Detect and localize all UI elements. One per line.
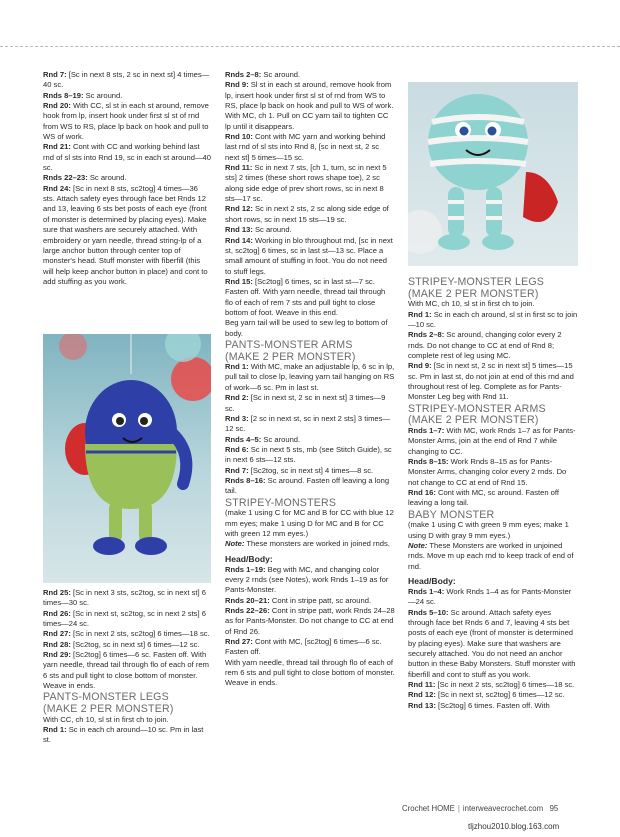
pattern-line	[43, 101, 211, 142]
pattern-line	[408, 310, 578, 331]
instruction-text: Sc in next 2 sts, 2 sc along side edge of short rows, sc in next 15 sts—19 sc.	[225, 204, 389, 224]
instruction-text: These monsters are worked in joined rnds.	[244, 539, 390, 549]
section-heading: (MAKE 2 PER MONSTER)	[43, 703, 174, 716]
instruction-text: [Sc in next st, sc2tog, sc in next 2 sts] 6 times—24 sc.	[43, 608, 206, 629]
instruction-text: Sc around.	[261, 70, 301, 79]
instruction-text: Working in blo throughout rnd, [sc in next st, sc2tog] 6 times, sc in last st—13 sc. Place a small amount of stuffing in foot. You do not need to stuff legs.	[225, 235, 393, 276]
instruction-text: Sc in next 7 sts, [ch 1, turn, sc in next 5 sts] 2 times (these short rows shape toe), 2 sc along side edge of prev short rows, sc in next 8 sts—17 sc.	[225, 163, 387, 204]
subsection-heading: Head/Body:	[408, 575, 456, 586]
pattern-line	[225, 393, 395, 414]
instruction-text: With MC, ch 10, sl st in first ch to join.	[408, 299, 535, 309]
round-label: Rnds 1–19:	[225, 564, 266, 574]
instruction-text: (make 1 using C for MC and B for CC with blue 12 mm eyes; make 1 using D for MC and B for CC with green 12 mm eyes.)	[225, 508, 394, 538]
pattern-line	[408, 608, 578, 680]
section-heading: (MAKE 2 PER MONSTER)	[225, 350, 356, 363]
instruction-text: With MC, make an adjustable lp, 6 sc in lp, pull tail to close lp, leaving yarn tail hanging on RS of work—6 sc. Pm in last st.	[225, 362, 395, 392]
instruction-text: [Sc in next 8 sts, 2 sc in next st] 4 times—40 sc.	[43, 70, 210, 90]
instruction-text: [Sc2tog] 6 times—6 sc. Fasten off. With yarn needle, thread tail through flo of each of rem 6 sts and pull tight to close bottom of monster. Weave in ends.	[43, 650, 209, 691]
pattern-line	[225, 658, 395, 689]
pattern-line	[408, 457, 578, 488]
round-label: Rnd 2:	[225, 393, 249, 403]
round-label: Rnd 11:	[225, 163, 253, 173]
round-label: Rnds 4–5:	[225, 434, 262, 444]
round-label: Rnd 28:	[43, 639, 71, 649]
round-label: Rnd 13:	[225, 225, 253, 235]
pattern-line	[225, 225, 395, 235]
section-heading: PANTS-MONSTER LEGS	[43, 691, 169, 704]
pattern-line	[43, 629, 211, 639]
instruction-text: Beg with MC, and changing color every 2 rnds (see Notes), work Rnds 1–19 as for Pants-Monster.	[225, 564, 389, 595]
column-3	[408, 276, 578, 711]
round-label: Rnd 10:	[225, 132, 253, 142]
round-label: Rnd 15:	[225, 276, 253, 286]
instruction-text: Sc around.	[252, 225, 292, 235]
round-label: Rnd 21:	[43, 142, 71, 152]
instruction-text: Cont with CC and working behind last rnd of sl sts into Rnd 19, sc in each st around—40 sc.	[43, 142, 211, 173]
pattern-line	[225, 318, 395, 339]
round-label: Rnd 26:	[43, 608, 71, 618]
pattern-line	[43, 650, 211, 691]
round-label: Rnds 1–7:	[408, 425, 445, 435]
section-heading: (MAKE 2 PER MONSTER)	[408, 287, 539, 300]
section-heading: STRIPEY-MONSTER LEGS	[408, 276, 545, 288]
round-label: Rnds 20–21:	[225, 595, 270, 605]
section-heading: BABY MONSTER	[408, 508, 495, 521]
instruction-text: [Sc2tog, sc in next st] 6 times—12 sc.	[70, 639, 200, 649]
instruction-text: (make 1 using C with green 9 mm eyes; make 1 using D with gray 9 mm eyes.)	[408, 520, 569, 540]
round-label: Rnd 27:	[43, 629, 71, 639]
column-1-top	[43, 70, 211, 287]
instruction-text: [2 sc in next st, sc in next 2 sts] 3 times—12 sc.	[225, 413, 391, 434]
section-heading: STRIPEY-MONSTER ARMS	[408, 402, 546, 415]
instruction-text: Cont in stripe patt, sc around.	[269, 595, 372, 605]
pattern-line	[408, 299, 578, 309]
instruction-text: Sl st in each st around, remove hook from lp, insert hook under first sl st of rnd from WS to RS, place lp back on hook and pull to WS of work. With MC, ch 1. Pull on CC yarn tail to tighten CC lp until it disappears.	[225, 80, 394, 131]
pattern-line	[43, 70, 211, 91]
stripey-monster-photo	[408, 82, 578, 266]
pattern-line	[225, 539, 395, 549]
pattern-line	[225, 596, 395, 606]
instruction-text: [Sc2tog] 6 times, sc in last st—7 sc. Fasten off. With yarn needle, thread tail through flo of each of rem 7 sts and pull tight to close bottom of foot. Weave in this end.	[225, 276, 386, 317]
instruction-text: [Sc in next st, 2 sc in next st] 5 times—15 sc. Pm in last st, do not join at end of this rnd and throughout rest of leg. Complete as for Pants-Monster Leg beg with Rnd 11.	[408, 361, 574, 402]
instruction-text: Work Rnds 8–15 as for Pants-Monster Arms, changing color every 2 rnds. Do not change to CC at end of Rnd 15.	[408, 456, 567, 487]
round-label: Rnd 9:	[408, 361, 432, 371]
stripey-monster-illustration	[408, 82, 578, 266]
pattern-line	[43, 588, 211, 609]
round-label: Rnds 8–15:	[408, 456, 449, 466]
round-label: Rnd 13:	[408, 700, 436, 710]
pattern-line	[408, 690, 578, 700]
round-label: Rnd 1:	[43, 724, 67, 734]
instruction-text: Sc around.	[261, 434, 301, 444]
pattern-line	[225, 204, 395, 225]
pattern-line	[225, 163, 395, 204]
round-label: Rnds 1–4:	[408, 586, 445, 596]
instruction-text: With yarn needle, thread tail through flo of each of rem 6 sts and pull tight to close bottom of monster. Weave in ends.	[225, 657, 395, 688]
round-label: Rnd 25:	[43, 588, 71, 597]
pattern-line	[225, 435, 395, 445]
pattern-line	[225, 277, 395, 318]
pattern-line	[225, 70, 395, 80]
website-link[interactable]: interweavecrochet.com	[462, 804, 544, 813]
pattern-line	[225, 80, 395, 132]
pattern-line	[225, 132, 395, 163]
instruction-text: With CC, sl st in each st around, remove hook from lp, insert hook under first sl st of rnd from WS to RS, place lp back on hook and pull to WS of work.	[43, 101, 209, 142]
instruction-text: [Sc in next 2 sts, sc2tog] 6 times—18 sc.	[70, 629, 210, 639]
watermark-text: tljzhou2010.blog.163.com	[468, 822, 560, 831]
instruction-text: Sc around.	[87, 173, 127, 183]
round-label: Rnd 24:	[43, 183, 71, 193]
round-label: Rnd 6:	[225, 444, 249, 454]
round-label: Rnds 2–8:	[408, 330, 445, 340]
pattern-line	[43, 173, 211, 183]
instruction-text: With CC, ch 10, sl st in first ch to join.	[43, 714, 169, 724]
pants-monster-photo	[43, 334, 211, 583]
pattern-line	[408, 680, 578, 690]
round-label: Rnd 7:	[225, 465, 249, 475]
pattern-line	[225, 362, 395, 393]
pattern-line	[43, 184, 211, 287]
note-label: Note:	[225, 539, 245, 549]
instruction-text: [Sc in next 8 sts, sc2tog] 4 times—36 sts. Attach safety eyes through face bet Rnds 12 and 13, leaving 6 sts bet posts of each eye (front of monster is determined by placing eyes). Make sure that washers are securely attached. With embroidery or yarn needle, thread string-lp of a large anchor button through center top of monster's head. Stuff monster with fiberfill (this will help keep anchor button in place) and cont to add stuffing as you work.	[43, 183, 208, 286]
column-1-bottom	[43, 588, 211, 746]
pattern-line	[43, 609, 211, 630]
instruction-text: Sc around.	[83, 90, 123, 100]
pattern-line	[408, 701, 578, 711]
top-dashed-rule	[0, 46, 620, 47]
round-label: Rnds 8–19:	[43, 90, 84, 100]
instruction-text: Sc in each ch around, sl st in first sc to join—10 sc.	[408, 309, 578, 329]
round-label: Rnds 2–8:	[225, 70, 262, 79]
pattern-line	[408, 520, 578, 541]
instruction-text: Sc around, changing color every 2 rnds. Do not change to CC at end of Rnd 8; complete rest of leg using MC.	[408, 330, 562, 360]
page-number: 95	[549, 804, 559, 813]
round-label: Rnd 1:	[225, 362, 249, 372]
pattern-line	[225, 565, 395, 596]
pattern-line	[225, 508, 395, 539]
pattern-line	[225, 476, 395, 497]
instruction-text: [Sc in next 3 sts, sc2tog, sc in next st] 6 times—30 sc.	[43, 588, 206, 608]
round-label: Rnd 20:	[43, 101, 71, 111]
pattern-line	[225, 445, 395, 466]
round-label: Rnd 7:	[43, 70, 67, 79]
instruction-text: Sc in next 5 sts, mb (see Stitch Guide), sc in next 6 sts—12 sts.	[225, 444, 392, 465]
instruction-text: [Sc2tog] 6 times. Fasten off. With	[435, 700, 550, 710]
round-label: Rnd 12:	[225, 204, 253, 214]
instruction-text: Sc in each ch around—10 sc. Pm in last st.	[43, 724, 204, 745]
pattern-line	[408, 361, 578, 402]
instruction-text: Cont with MC, sc around. Fasten off leaving a long tail.	[408, 487, 559, 508]
pattern-line	[225, 466, 395, 476]
instruction-text: These Monsters are worked in unjoined rnds. Move m up each rnd to keep track of end of rnd.	[408, 540, 574, 571]
instruction-text: [Sc2tog, sc in next st] 4 times—8 sc.	[248, 465, 374, 475]
round-label: Rnds 22–26:	[225, 605, 270, 615]
instruction-text: Cont in stripe patt, work Rnds 24–28 as for Pants-Monster. Do not change to CC at end of Rnd 26.	[225, 605, 395, 636]
subsection-heading: Head/Body:	[225, 553, 273, 564]
section-heading: STRIPEY-MONSTERS	[225, 496, 337, 509]
pattern-line	[225, 606, 395, 637]
instruction-text: [Sc in next st, 2 sc in next st] 3 times—9 sc.	[225, 393, 386, 413]
magazine-name: Crochet HOME	[402, 804, 455, 813]
round-label: Rnds 22–23:	[43, 173, 88, 183]
pattern-line	[43, 640, 211, 650]
instruction-text: Sc around. Attach safety eyes through face bet Rnds 6 and 7, leaving 4 sts bet posts of each eye (front of monster is determined by placing eyes). Make sure that washers are securely attached. You do not need an anchor button in these Baby Monsters. Stuff monster with fiberfill and cont to stuff as you work.	[408, 607, 576, 679]
section-heading: PANTS-MONSTER ARMS	[225, 338, 353, 351]
instruction-text: With MC, work Rnds 1–7 as for Pants-Monster Arms, join at the end of Rnd 7 while changing to CC.	[408, 425, 576, 456]
pattern-line	[43, 142, 211, 173]
round-label: Rnd 11:	[408, 679, 436, 689]
instruction-text: [Sc in next st, sc2tog] 6 times—12 sc.	[435, 690, 565, 700]
round-label: Rnd 14:	[225, 235, 253, 245]
pants-monster-illustration	[43, 334, 211, 583]
note-label: Note:	[408, 540, 428, 550]
round-label: Rnds 8–16:	[225, 475, 266, 485]
instruction-text: Sc around. Fasten off leaving a long tail.	[225, 475, 390, 496]
pattern-line	[43, 715, 211, 725]
column-2	[225, 70, 395, 689]
pattern-line	[225, 414, 395, 435]
instruction-text: Beg yarn tail will be used to sew leg to bottom of body.	[225, 318, 388, 338]
pattern-line	[408, 426, 578, 457]
pattern-line	[408, 330, 578, 361]
round-label: Rnds 5–10:	[408, 607, 449, 617]
section-heading: (MAKE 2 PER MONSTER)	[408, 414, 539, 427]
pattern-line	[408, 541, 578, 572]
page-footer: Crochet HOME | interweavecrochet.com 95	[402, 804, 559, 813]
instruction-text: Cont with MC, [sc2tog] 6 times—6 sc. Fasten off.	[225, 636, 382, 657]
instruction-text: Cont with MC yarn and working behind last rnd of sl sts into Rnd 8, [sc in next st, 2 sc next st] 5 times—15 sc.	[225, 132, 386, 162]
pattern-line	[43, 91, 211, 101]
round-label: Rnd 3:	[225, 413, 249, 423]
pattern-line	[225, 637, 395, 658]
round-label: Rnd 1:	[408, 309, 432, 319]
round-label: Rnd 12:	[408, 690, 436, 700]
round-label: Rnd 29:	[43, 650, 71, 660]
instruction-text: [Sc in next 2 sts, sc2tog] 6 times—18 sc.	[435, 679, 575, 689]
round-label: Rnd 16:	[408, 487, 436, 497]
round-label: Rnd 27:	[225, 636, 253, 646]
instruction-text: Work Rnds 1–4 as for Pants-Monster—24 sc.	[408, 586, 572, 607]
pattern-line	[408, 488, 578, 509]
pattern-line	[43, 725, 211, 746]
pattern-line	[408, 587, 578, 608]
pattern-line	[225, 236, 395, 277]
round-label: Rnd 9:	[225, 80, 249, 90]
